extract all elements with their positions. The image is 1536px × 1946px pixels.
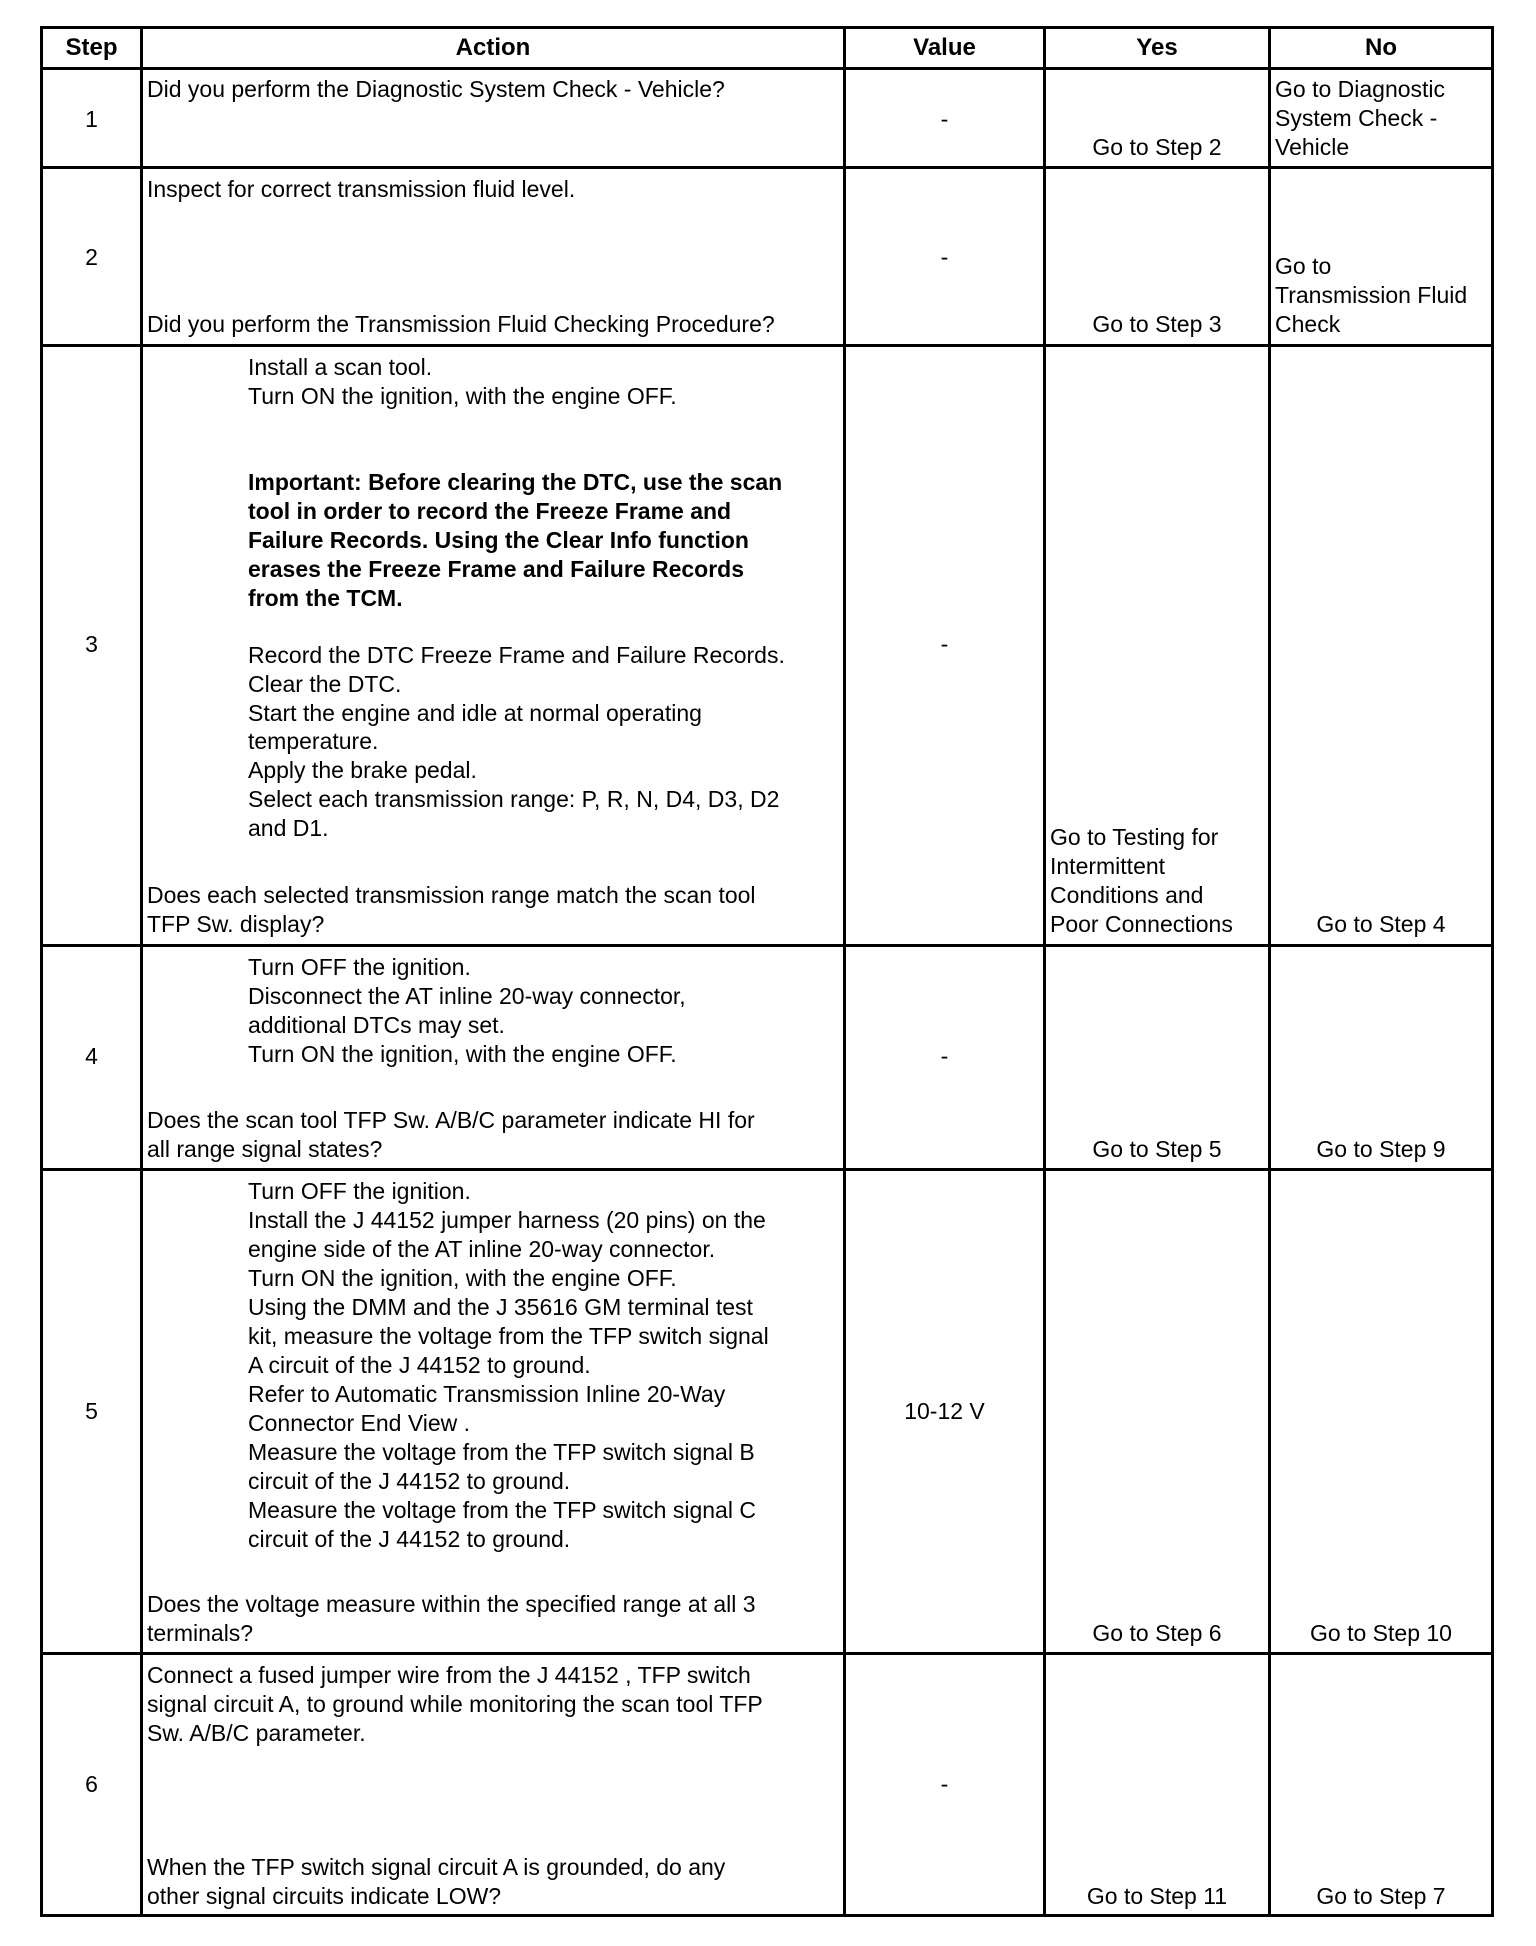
yes-line: Intermittent [1050, 853, 1166, 879]
action-step: and D1. [248, 815, 329, 841]
value-cell: 10-12 V [904, 1398, 985, 1424]
no-line: Check [1275, 311, 1341, 337]
action-step: A circuit of the J 44152 to ground. [248, 1352, 591, 1378]
action-question: Does the voltage measure within the specified range at all 3 [147, 1591, 756, 1617]
action-step: Record the DTC Freeze Frame and Failure Records. [248, 642, 785, 668]
action-step: kit, measure the voltage from the TFP switch signal [248, 1323, 769, 1349]
action-step: Connector End View . [248, 1410, 471, 1436]
step-number: 6 [85, 1771, 98, 1797]
no-cell: Go to Step 4 [1316, 911, 1446, 937]
header-value: Value [913, 34, 976, 61]
important-note: erases the Freeze Frame and Failure Records [248, 556, 744, 582]
action-intro: Inspect for correct transmission fluid level. [147, 176, 576, 202]
no-cell: Go to Step 7 [1316, 1883, 1446, 1909]
yes-line: Go to Testing for [1050, 824, 1219, 850]
action-step: Turn ON the ignition, with the engine OFF. [248, 383, 677, 409]
action-step: Turn ON the ignition, with the engine OFF. [248, 1265, 677, 1291]
no-line: Go to [1275, 253, 1332, 279]
action-question: Did you perform the Diagnostic System Check - Vehicle? [147, 76, 725, 102]
yes-line: Conditions and [1050, 882, 1204, 908]
action-step: Apply the brake pedal. [248, 757, 477, 783]
action-step: circuit of the J 44152 to ground. [248, 1526, 571, 1552]
yes-cell: Go to Step 5 [1092, 1136, 1222, 1162]
no-cell: Go to Step 10 [1310, 1620, 1452, 1646]
action-step: Turn OFF the ignition. [248, 1178, 471, 1204]
no-line: Vehicle [1275, 134, 1350, 160]
action-step: Measure the voltage from the TFP switch signal C [248, 1497, 756, 1523]
value-cell: - [940, 1043, 949, 1069]
action-intro: Connect a fused jumper wire from the J 44152 , TFP switch [147, 1662, 751, 1688]
action-question: TFP Sw. display? [147, 911, 325, 937]
header-no: No [1365, 34, 1397, 61]
no-line: Go to Diagnostic [1275, 76, 1446, 102]
action-step: Measure the voltage from the TFP switch signal B [248, 1439, 755, 1465]
important-note: from the TCM. [248, 585, 403, 611]
value-cell: - [940, 631, 949, 657]
action-step: temperature. [248, 728, 379, 754]
yes-cell: Go to Step 11 [1086, 1883, 1228, 1909]
step-number: 2 [85, 244, 98, 270]
action-intro: signal circuit A, to ground while monitoring the scan tool TFP [147, 1691, 763, 1717]
action-intro: Sw. A/B/C parameter. [147, 1720, 366, 1746]
action-question: Does each selected transmission range match the scan tool [147, 882, 756, 908]
step-number: 5 [85, 1398, 98, 1424]
yes-cell: Go to Step 6 [1092, 1620, 1222, 1646]
action-step: Select each transmission range: P, R, N, D4, D3, D2 [248, 786, 780, 812]
yes-cell: Go to Step 2 [1092, 134, 1222, 160]
action-question: all range signal states? [147, 1136, 383, 1162]
action-question: Did you perform the Transmission Fluid Checking Procedure? [147, 311, 775, 337]
yes-line: Poor Connections [1050, 911, 1233, 937]
value-cell: - [940, 1771, 949, 1797]
step-number: 3 [85, 631, 98, 657]
action-step: Start the engine and idle at normal operating [248, 700, 702, 726]
important-note: Failure Records. Using the Clear Info function [248, 527, 749, 553]
action-step: Disconnect the AT inline 20-way connector, [248, 983, 686, 1009]
action-step: circuit of the J 44152 to ground. [248, 1468, 571, 1494]
step-number: 4 [85, 1043, 98, 1069]
header-yes: Yes [1136, 34, 1178, 61]
step-number: 1 [85, 106, 98, 132]
action-step: Install the J 44152 jumper harness (20 pins) on the [248, 1207, 766, 1233]
header-action: Action [455, 34, 531, 61]
action-step: Refer to Automatic Transmission Inline 20-Way [248, 1381, 726, 1407]
no-line: System Check - [1275, 105, 1438, 131]
value-cell: - [940, 106, 949, 132]
no-line: Transmission Fluid [1275, 282, 1468, 308]
action-step: Using the DMM and the J 35616 GM terminal test [248, 1294, 753, 1320]
action-step: Turn ON the ignition, with the engine OFF. [248, 1041, 677, 1067]
header-step: Step [65, 34, 118, 61]
action-step: Install a scan tool. [248, 354, 433, 380]
action-question: Does the scan tool TFP Sw. A/B/C parameter indicate HI for [147, 1107, 755, 1133]
value-cell: - [940, 244, 949, 270]
action-question: When the TFP switch signal circuit A is grounded, do any [147, 1854, 726, 1880]
action-step: engine side of the AT inline 20-way connector. [248, 1236, 716, 1262]
important-note: Important: Before clearing the DTC, use the scan [248, 469, 783, 495]
action-step: additional DTCs may set. [248, 1012, 505, 1038]
important-note: tool in order to record the Freeze Frame and [248, 498, 732, 524]
no-cell: Go to Step 9 [1316, 1136, 1446, 1162]
action-question: terminals? [147, 1620, 254, 1646]
yes-cell: Go to Step 3 [1092, 311, 1222, 337]
action-step: Clear the DTC. [248, 671, 402, 697]
action-step: Turn OFF the ignition. [248, 954, 471, 980]
action-question: other signal circuits indicate LOW? [147, 1883, 502, 1909]
